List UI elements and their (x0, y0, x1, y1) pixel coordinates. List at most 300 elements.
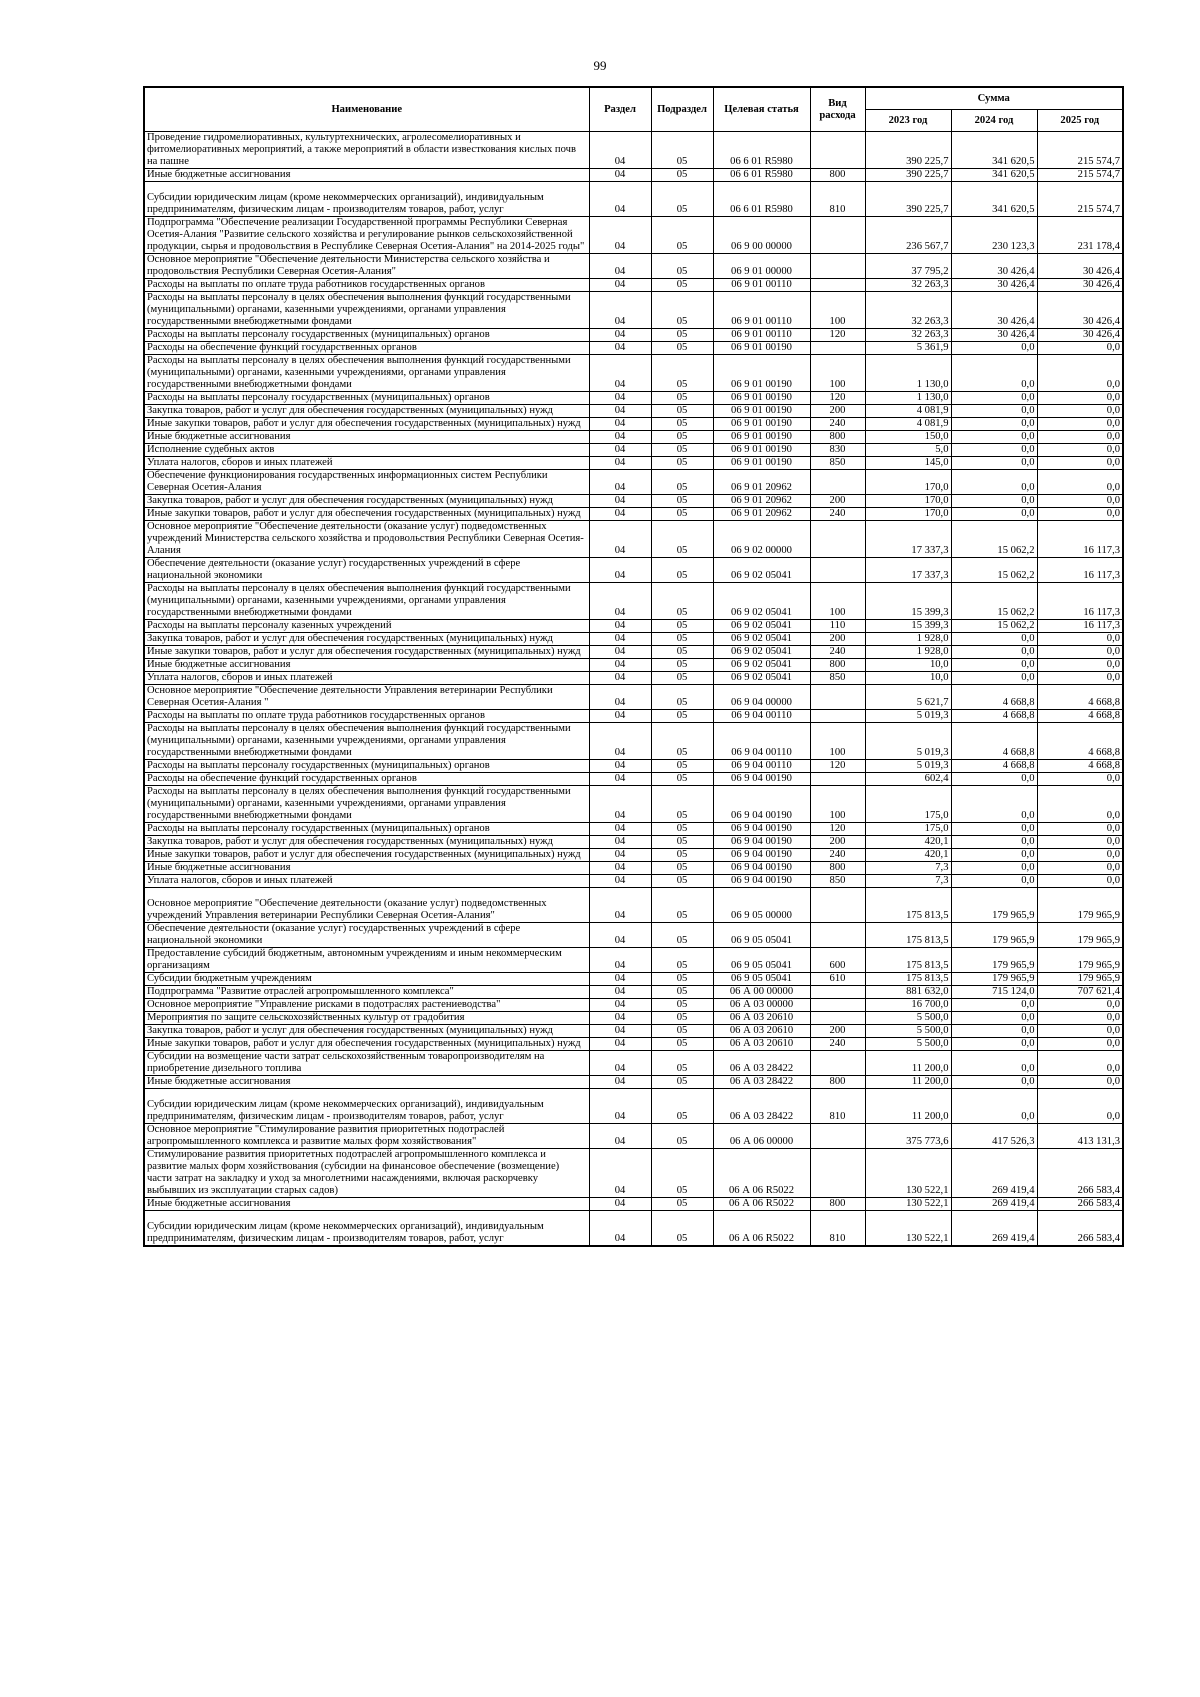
cell-sum-2023: 16 700,0 (865, 999, 951, 1012)
cell-vid-rashoda (810, 710, 865, 723)
cell-razdel: 04 (589, 292, 651, 329)
cell-vid-rashoda: 200 (810, 1025, 865, 1038)
cell-name: Обеспечение деятельности (оказание услуг) государственных учреждений в сфере национальной экономики (144, 923, 589, 948)
table-row (144, 999, 1123, 1012)
cell-sum-2025: 179 965,9 (1037, 923, 1123, 948)
cell-vid-rashoda (810, 923, 865, 948)
table-row (144, 583, 1123, 620)
cell-razdel: 04 (589, 583, 651, 620)
cell-sum-2025: 4 668,8 (1037, 723, 1123, 760)
cell-celevaya-statya: 06 9 04 00110 (713, 723, 810, 760)
cell-name: Иные бюджетные ассигнования (144, 659, 589, 672)
cell-name: Основное мероприятие "Обеспечение деятельности (оказание услуг) подведомственных учреждений Министерства сельского хозяйства и продовольствия Республики Северная Осетия-Алания (144, 521, 589, 558)
cell-celevaya-statya: 06 9 02 05041 (713, 558, 810, 583)
cell-sum-2025: 0,0 (1037, 999, 1123, 1012)
cell-sum-2023: 375 773,6 (865, 1124, 951, 1149)
cell-podrazdel: 05 (651, 392, 713, 405)
cell-sum-2023: 170,0 (865, 470, 951, 495)
cell-name: Субсидии бюджетным учреждениям (144, 973, 589, 986)
cell-razdel: 04 (589, 620, 651, 633)
cell-vid-rashoda (810, 521, 865, 558)
cell-celevaya-statya: 06 9 05 05041 (713, 948, 810, 973)
cell-podrazdel: 05 (651, 254, 713, 279)
cell-sum-2023: 32 263,3 (865, 329, 951, 342)
cell-podrazdel: 05 (651, 1076, 713, 1089)
cell-vid-rashoda: 800 (810, 659, 865, 672)
header-year-2023: 2023 год (865, 110, 951, 132)
cell-sum-2025: 179 965,9 (1037, 888, 1123, 923)
cell-podrazdel: 05 (651, 444, 713, 457)
cell-vid-rashoda: 810 (810, 1089, 865, 1124)
cell-sum-2025: 0,0 (1037, 470, 1123, 495)
cell-sum-2023: 170,0 (865, 508, 951, 521)
cell-razdel: 04 (589, 1211, 651, 1247)
cell-podrazdel: 05 (651, 521, 713, 558)
cell-sum-2023: 175,0 (865, 786, 951, 823)
cell-celevaya-statya: 06 9 01 00000 (713, 254, 810, 279)
cell-name: Расходы на выплаты персоналу в целях обеспечения выполнения функций государственными (муниципальными) органами, казенными учреждениями, органами управления государственными внебюджетными фондами (144, 355, 589, 392)
cell-sum-2024: 0,0 (951, 823, 1037, 836)
cell-sum-2024: 715 124,0 (951, 986, 1037, 999)
cell-name: Основное мероприятие "Обеспечение деятельности Управления ветеринарии Республики Северная Осетия-Алания " (144, 685, 589, 710)
table-row (144, 254, 1123, 279)
cell-vid-rashoda (810, 986, 865, 999)
cell-sum-2024: 0,0 (951, 862, 1037, 875)
cell-sum-2025: 30 426,4 (1037, 329, 1123, 342)
cell-vid-rashoda: 100 (810, 583, 865, 620)
cell-sum-2024: 0,0 (951, 1025, 1037, 1038)
cell-name: Расходы на обеспечение функций государственных органов (144, 342, 589, 355)
table-row (144, 444, 1123, 457)
cell-sum-2023: 10,0 (865, 672, 951, 685)
cell-podrazdel: 05 (651, 659, 713, 672)
cell-podrazdel: 05 (651, 342, 713, 355)
cell-sum-2025: 179 965,9 (1037, 948, 1123, 973)
cell-sum-2025: 413 131,3 (1037, 1124, 1123, 1149)
cell-podrazdel: 05 (651, 836, 713, 849)
cell-sum-2023: 5 621,7 (865, 685, 951, 710)
table-row (144, 342, 1123, 355)
cell-sum-2025: 0,0 (1037, 355, 1123, 392)
cell-razdel: 04 (589, 508, 651, 521)
cell-sum-2023: 5 500,0 (865, 1038, 951, 1051)
cell-podrazdel: 05 (651, 470, 713, 495)
cell-celevaya-statya: 06 9 04 00190 (713, 773, 810, 786)
cell-celevaya-statya: 06 9 04 00190 (713, 836, 810, 849)
cell-vid-rashoda: 120 (810, 823, 865, 836)
cell-name: Субсидии юридическим лицам (кроме некоммерческих организаций), индивидуальным предпринимателям, физическим лицам - производителям товаров, работ, услуг (144, 182, 589, 217)
cell-podrazdel: 05 (651, 999, 713, 1012)
cell-vid-rashoda: 120 (810, 760, 865, 773)
cell-podrazdel: 05 (651, 1198, 713, 1211)
cell-podrazdel: 05 (651, 583, 713, 620)
cell-celevaya-statya: 06 А 03 28422 (713, 1076, 810, 1089)
cell-name: Субсидии юридическим лицам (кроме некоммерческих организаций), индивидуальным предпринимателям, физическим лицам - производителям товаров, работ, услуг (144, 1089, 589, 1124)
cell-sum-2023: 5 361,9 (865, 342, 951, 355)
cell-razdel: 04 (589, 431, 651, 444)
cell-sum-2025: 30 426,4 (1037, 279, 1123, 292)
cell-podrazdel: 05 (651, 418, 713, 431)
cell-sum-2025: 0,0 (1037, 1051, 1123, 1076)
cell-sum-2024: 0,0 (951, 1038, 1037, 1051)
budget-table (143, 86, 1124, 1247)
cell-name: Иные закупки товаров, работ и услуг для обеспечения государственных (муниципальных) нужд (144, 849, 589, 862)
cell-sum-2025: 16 117,3 (1037, 620, 1123, 633)
cell-name: Стимулирование развития приоритетных подотраслей агропромышленного комплекса и развитие малых форм хозяйствования (субсидии на финансовое обеспечение (возмещение) части затрат на закладку и уход за многолетними насаждениями, включая раскорчевку выбывших из эксплуатации старых садов) (144, 1149, 589, 1198)
cell-sum-2024: 30 426,4 (951, 279, 1037, 292)
cell-sum-2023: 175,0 (865, 823, 951, 836)
cell-name: Уплата налогов, сборов и иных платежей (144, 457, 589, 470)
cell-sum-2025: 0,0 (1037, 431, 1123, 444)
cell-podrazdel: 05 (651, 1089, 713, 1124)
cell-sum-2024: 179 965,9 (951, 888, 1037, 923)
cell-celevaya-statya: 06 А 06 R5022 (713, 1198, 810, 1211)
cell-sum-2023: 145,0 (865, 457, 951, 470)
cell-vid-rashoda: 800 (810, 1198, 865, 1211)
cell-name: Иные закупки товаров, работ и услуг для обеспечения государственных (муниципальных) нужд (144, 1038, 589, 1051)
table-row (144, 169, 1123, 182)
cell-razdel: 04 (589, 1124, 651, 1149)
cell-sum-2024: 179 965,9 (951, 973, 1037, 986)
cell-razdel: 04 (589, 1025, 651, 1038)
cell-celevaya-statya: 06 9 01 00110 (713, 329, 810, 342)
cell-podrazdel: 05 (651, 169, 713, 182)
header-razdel: Раздел (589, 87, 651, 132)
cell-name: Уплата налогов, сборов и иных платежей (144, 875, 589, 888)
cell-sum-2024: 0,0 (951, 418, 1037, 431)
cell-sum-2023: 130 522,1 (865, 1198, 951, 1211)
cell-vid-rashoda: 800 (810, 862, 865, 875)
cell-celevaya-statya: 06 А 00 00000 (713, 986, 810, 999)
cell-celevaya-statya: 06 9 04 00190 (713, 849, 810, 862)
cell-sum-2025: 266 583,4 (1037, 1149, 1123, 1198)
cell-podrazdel: 05 (651, 773, 713, 786)
cell-sum-2023: 4 081,9 (865, 405, 951, 418)
cell-name: Исполнение судебных актов (144, 444, 589, 457)
table-body (144, 132, 1123, 1247)
cell-razdel: 04 (589, 760, 651, 773)
cell-vid-rashoda (810, 254, 865, 279)
cell-celevaya-statya: 06 9 01 00190 (713, 405, 810, 418)
cell-sum-2023: 1 928,0 (865, 633, 951, 646)
cell-podrazdel: 05 (651, 508, 713, 521)
table-row (144, 672, 1123, 685)
cell-sum-2025: 707 621,4 (1037, 986, 1123, 999)
cell-vid-rashoda: 850 (810, 672, 865, 685)
cell-name: Иные закупки товаров, работ и услуг для обеспечения государственных (муниципальных) нужд (144, 418, 589, 431)
header-year-2024: 2024 год (951, 110, 1037, 132)
cell-vid-rashoda (810, 1124, 865, 1149)
cell-sum-2025: 179 965,9 (1037, 973, 1123, 986)
cell-celevaya-statya: 06 9 01 20962 (713, 508, 810, 521)
cell-sum-2025: 266 583,4 (1037, 1211, 1123, 1247)
cell-podrazdel: 05 (651, 1149, 713, 1198)
cell-sum-2023: 5 019,3 (865, 723, 951, 760)
cell-sum-2025: 0,0 (1037, 862, 1123, 875)
table-row (144, 646, 1123, 659)
table-row (144, 508, 1123, 521)
table-row (144, 620, 1123, 633)
cell-sum-2024: 0,0 (951, 1089, 1037, 1124)
cell-vid-rashoda (810, 558, 865, 583)
cell-sum-2025: 16 117,3 (1037, 521, 1123, 558)
cell-celevaya-statya: 06 А 03 20610 (713, 1038, 810, 1051)
cell-sum-2024: 0,0 (951, 508, 1037, 521)
cell-sum-2024: 0,0 (951, 646, 1037, 659)
cell-razdel: 04 (589, 169, 651, 182)
cell-celevaya-statya: 06 9 05 00000 (713, 888, 810, 923)
cell-celevaya-statya: 06 9 01 00190 (713, 342, 810, 355)
cell-sum-2023: 420,1 (865, 849, 951, 862)
cell-name: Основное мероприятие "Обеспечение деятельности Министерства сельского хозяйства и продовольствия Республики Северная Осетия-Алания" (144, 254, 589, 279)
cell-sum-2025: 266 583,4 (1037, 1198, 1123, 1211)
cell-sum-2025: 0,0 (1037, 823, 1123, 836)
cell-vid-rashoda: 240 (810, 646, 865, 659)
cell-podrazdel: 05 (651, 986, 713, 999)
cell-sum-2024: 15 062,2 (951, 521, 1037, 558)
cell-razdel: 04 (589, 1089, 651, 1124)
cell-celevaya-statya: 06 9 01 00110 (713, 292, 810, 329)
cell-name: Уплата налогов, сборов и иных платежей (144, 672, 589, 685)
cell-sum-2025: 0,0 (1037, 508, 1123, 521)
cell-sum-2023: 17 337,3 (865, 521, 951, 558)
header-podrazdel: Подраздел (651, 87, 713, 132)
cell-sum-2023: 15 399,3 (865, 583, 951, 620)
table-row (144, 823, 1123, 836)
cell-name: Подпрограмма "Обеспечение реализации Государственной программы Республики Северная Осетия-Алания "Развитие сельского хозяйства и регулирование рынков сельскохозяйственной продукции, сырья и продовольствия в Республике Северная Осетия-Алания" на 2014-2025 годы" (144, 217, 589, 254)
cell-sum-2024: 4 668,8 (951, 710, 1037, 723)
cell-sum-2024: 4 668,8 (951, 685, 1037, 710)
cell-name: Расходы на выплаты по оплате труда работников государственных органов (144, 710, 589, 723)
cell-sum-2023: 1 130,0 (865, 355, 951, 392)
cell-celevaya-statya: 06 9 01 20962 (713, 470, 810, 495)
cell-sum-2023: 130 522,1 (865, 1149, 951, 1198)
cell-podrazdel: 05 (651, 1211, 713, 1247)
cell-razdel: 04 (589, 521, 651, 558)
cell-name: Иные закупки товаров, работ и услуг для обеспечения государственных (муниципальных) нужд (144, 646, 589, 659)
cell-sum-2025: 0,0 (1037, 672, 1123, 685)
cell-sum-2025: 16 117,3 (1037, 558, 1123, 583)
cell-razdel: 04 (589, 132, 651, 169)
cell-podrazdel: 05 (651, 558, 713, 583)
table-row (144, 710, 1123, 723)
cell-sum-2025: 215 574,7 (1037, 182, 1123, 217)
cell-podrazdel: 05 (651, 132, 713, 169)
cell-vid-rashoda: 200 (810, 633, 865, 646)
cell-sum-2024: 4 668,8 (951, 760, 1037, 773)
cell-razdel: 04 (589, 342, 651, 355)
table-row (144, 1211, 1123, 1247)
cell-podrazdel: 05 (651, 923, 713, 948)
cell-celevaya-statya: 06 А 03 20610 (713, 1012, 810, 1025)
cell-vid-rashoda: 800 (810, 1076, 865, 1089)
cell-razdel: 04 (589, 823, 651, 836)
table-row (144, 431, 1123, 444)
header-summa: Сумма (865, 87, 1123, 110)
cell-sum-2024: 179 965,9 (951, 923, 1037, 948)
cell-vid-rashoda (810, 999, 865, 1012)
cell-razdel: 04 (589, 723, 651, 760)
header-year-2025: 2025 год (1037, 110, 1123, 132)
cell-razdel: 04 (589, 773, 651, 786)
cell-vid-rashoda: 800 (810, 431, 865, 444)
cell-podrazdel: 05 (651, 457, 713, 470)
cell-name: Расходы на обеспечение функций государственных органов (144, 773, 589, 786)
cell-razdel: 04 (589, 418, 651, 431)
cell-sum-2025: 0,0 (1037, 836, 1123, 849)
cell-podrazdel: 05 (651, 182, 713, 217)
table-row (144, 217, 1123, 254)
table-row (144, 418, 1123, 431)
cell-sum-2023: 11 200,0 (865, 1051, 951, 1076)
cell-vid-rashoda: 110 (810, 620, 865, 633)
table-row (144, 392, 1123, 405)
cell-celevaya-statya: 06 А 06 R5022 (713, 1211, 810, 1247)
cell-celevaya-statya: 06 9 04 00190 (713, 786, 810, 823)
cell-name: Расходы на выплаты персоналу казенных учреждений (144, 620, 589, 633)
cell-celevaya-statya: 06 9 01 00190 (713, 444, 810, 457)
table-row (144, 132, 1123, 169)
cell-name: Субсидии на возмещение части затрат сельскохозяйственным товаропроизводителям на приобретение дизельного топлива (144, 1051, 589, 1076)
cell-celevaya-statya: 06 9 02 00000 (713, 521, 810, 558)
cell-sum-2024: 15 062,2 (951, 558, 1037, 583)
cell-razdel: 04 (589, 1149, 651, 1198)
cell-sum-2025: 0,0 (1037, 659, 1123, 672)
cell-razdel: 04 (589, 646, 651, 659)
cell-sum-2023: 17 337,3 (865, 558, 951, 583)
cell-name: Мероприятия по защите сельскохозяйственных культур от градобития (144, 1012, 589, 1025)
cell-razdel: 04 (589, 444, 651, 457)
cell-razdel: 04 (589, 973, 651, 986)
table-row (144, 1051, 1123, 1076)
cell-sum-2025: 215 574,7 (1037, 132, 1123, 169)
cell-sum-2023: 5 500,0 (865, 1012, 951, 1025)
cell-sum-2025: 0,0 (1037, 1089, 1123, 1124)
cell-sum-2023: 5 500,0 (865, 1025, 951, 1038)
table-row (144, 495, 1123, 508)
cell-sum-2025: 0,0 (1037, 444, 1123, 457)
cell-sum-2024: 0,0 (951, 672, 1037, 685)
cell-razdel: 04 (589, 633, 651, 646)
cell-vid-rashoda (810, 773, 865, 786)
cell-sum-2024: 0,0 (951, 355, 1037, 392)
cell-sum-2024: 0,0 (951, 470, 1037, 495)
cell-podrazdel: 05 (651, 292, 713, 329)
table-row (144, 760, 1123, 773)
cell-sum-2025: 0,0 (1037, 405, 1123, 418)
table-row (144, 470, 1123, 495)
cell-sum-2023: 175 813,5 (865, 948, 951, 973)
cell-name: Иные бюджетные ассигнования (144, 169, 589, 182)
cell-name: Основное мероприятие "Обеспечение деятельности (оказание услуг) подведомственных учреждений Управления ветеринарии Республики Северная Осетия-Алания" (144, 888, 589, 923)
cell-sum-2023: 4 081,9 (865, 418, 951, 431)
cell-vid-rashoda: 100 (810, 786, 865, 823)
cell-sum-2023: 236 567,7 (865, 217, 951, 254)
cell-celevaya-statya: 06 9 01 00110 (713, 279, 810, 292)
cell-name: Расходы на выплаты персоналу в целях обеспечения выполнения функций государственными (муниципальными) органами, казенными учреждениями, органами управления государственными внебюджетными фондами (144, 583, 589, 620)
cell-sum-2023: 175 813,5 (865, 973, 951, 986)
cell-sum-2023: 420,1 (865, 836, 951, 849)
cell-sum-2023: 1 928,0 (865, 646, 951, 659)
cell-sum-2024: 0,0 (951, 659, 1037, 672)
cell-podrazdel: 05 (651, 1124, 713, 1149)
cell-podrazdel: 05 (651, 355, 713, 392)
table-row (144, 1149, 1123, 1198)
cell-sum-2023: 1 130,0 (865, 392, 951, 405)
cell-razdel: 04 (589, 1038, 651, 1051)
cell-sum-2025: 215 574,7 (1037, 169, 1123, 182)
cell-name: Закупка товаров, работ и услуг для обеспечения государственных (муниципальных) нужд (144, 836, 589, 849)
table-row (144, 888, 1123, 923)
cell-vid-rashoda: 850 (810, 457, 865, 470)
table-row (144, 405, 1123, 418)
cell-sum-2024: 0,0 (951, 999, 1037, 1012)
cell-name: Расходы на выплаты персоналу в целях обеспечения выполнения функций государственными (муниципальными) органами, казенными учреждениями, органами управления государственными внебюджетными фондами (144, 786, 589, 823)
cell-name: Закупка товаров, работ и услуг для обеспечения государственных (муниципальных) нужд (144, 1025, 589, 1038)
cell-razdel: 04 (589, 672, 651, 685)
cell-sum-2025: 231 178,4 (1037, 217, 1123, 254)
cell-podrazdel: 05 (651, 823, 713, 836)
cell-razdel: 04 (589, 849, 651, 862)
cell-podrazdel: 05 (651, 217, 713, 254)
cell-sum-2023: 150,0 (865, 431, 951, 444)
cell-sum-2025: 0,0 (1037, 875, 1123, 888)
cell-celevaya-statya: 06 9 02 05041 (713, 583, 810, 620)
cell-name: Обеспечение деятельности (оказание услуг) государственных учреждений в сфере национальной экономики (144, 558, 589, 583)
cell-podrazdel: 05 (651, 633, 713, 646)
table-row (144, 723, 1123, 760)
cell-vid-rashoda: 830 (810, 444, 865, 457)
cell-sum-2023: 5 019,3 (865, 760, 951, 773)
cell-celevaya-statya: 06 9 01 00190 (713, 392, 810, 405)
cell-vid-rashoda: 810 (810, 1211, 865, 1247)
cell-vid-rashoda (810, 342, 865, 355)
cell-vid-rashoda: 600 (810, 948, 865, 973)
cell-name: Иные бюджетные ассигнования (144, 431, 589, 444)
cell-sum-2024: 15 062,2 (951, 620, 1037, 633)
table-row (144, 1025, 1123, 1038)
cell-sum-2023: 5 019,3 (865, 710, 951, 723)
table-row (144, 986, 1123, 999)
header-vid-rashoda: Вид расхода (810, 87, 865, 132)
cell-celevaya-statya: 06 9 02 05041 (713, 633, 810, 646)
cell-razdel: 04 (589, 685, 651, 710)
cell-celevaya-statya: 06 9 01 00190 (713, 355, 810, 392)
cell-sum-2024: 0,0 (951, 495, 1037, 508)
cell-name: Подпрограмма "Развитие отраслей агропромышленного комплекса" (144, 986, 589, 999)
cell-celevaya-statya: 06 А 06 00000 (713, 1124, 810, 1149)
table-row (144, 836, 1123, 849)
cell-sum-2024: 230 123,3 (951, 217, 1037, 254)
cell-podrazdel: 05 (651, 1051, 713, 1076)
cell-sum-2023: 602,4 (865, 773, 951, 786)
cell-sum-2025: 0,0 (1037, 392, 1123, 405)
cell-vid-rashoda (810, 279, 865, 292)
cell-razdel: 04 (589, 1051, 651, 1076)
cell-vid-rashoda (810, 1149, 865, 1198)
cell-sum-2024: 30 426,4 (951, 329, 1037, 342)
cell-name: Расходы на выплаты по оплате труда работников государственных органов (144, 279, 589, 292)
cell-podrazdel: 05 (651, 875, 713, 888)
cell-sum-2024: 0,0 (951, 875, 1037, 888)
cell-celevaya-statya: 06 9 02 05041 (713, 672, 810, 685)
cell-vid-rashoda: 100 (810, 723, 865, 760)
cell-podrazdel: 05 (651, 329, 713, 342)
cell-sum-2024: 0,0 (951, 342, 1037, 355)
cell-sum-2024: 179 965,9 (951, 948, 1037, 973)
cell-vid-rashoda: 100 (810, 355, 865, 392)
cell-name: Иные бюджетные ассигнования (144, 1198, 589, 1211)
